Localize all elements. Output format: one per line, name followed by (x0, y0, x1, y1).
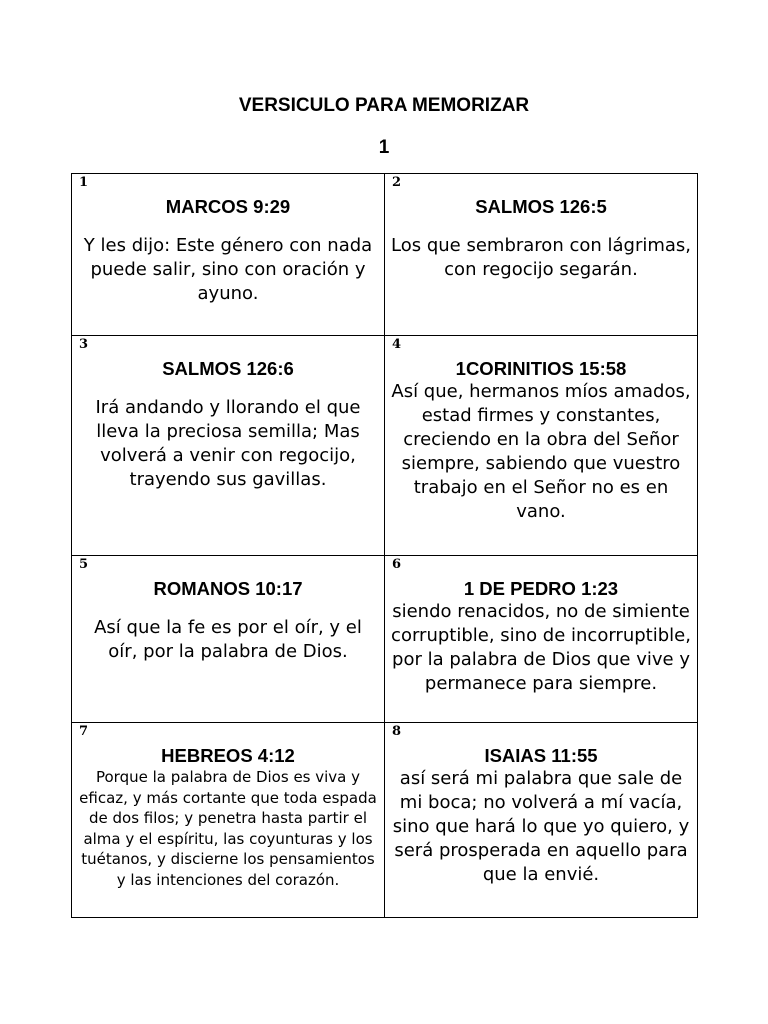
verse-cell (72, 556, 385, 723)
verse-reference: MARCOS 9:29 (165, 196, 291, 217)
verse-reference: 1CORINITIOS 15:58 (455, 358, 627, 379)
cell-number: 2 (392, 175, 402, 190)
verse-text: Los que sembraron con lágrimas, con regocijo segarán. (391, 235, 692, 280)
cell-number: 5 (79, 557, 89, 572)
verse-text: siendo renacidos, no de simiente corruptible, sino de incorruptible, por la palabra de Dios que vive y permanece para siempre. (391, 601, 691, 694)
cell-number: 8 (392, 724, 402, 739)
verse-text: Y les dijo: Este género con nada puede salir, sino con oración y ayuno. (83, 235, 373, 304)
verse-cell (72, 723, 385, 918)
verse-text: Porque la palabra de Dios es viva y eficaz, y más cortante que toda espada de dos filos; y penetra hasta partir el alma y el espíritu, las coyunturas y los tuétanos, y discierne los pensamientos y las intenciones del corazón. (79, 768, 377, 889)
table-row (72, 723, 698, 918)
verse-reference: 1 DE PEDRO 1:23 (463, 578, 619, 599)
verse-reference: SALMOS 126:6 (162, 358, 294, 379)
verse-cell (385, 556, 698, 723)
page-number: 1 (378, 137, 390, 158)
verse-cell (72, 336, 385, 556)
verse-reference: SALMOS 126:5 (475, 196, 607, 217)
verse-table (71, 173, 698, 918)
table-row (72, 336, 698, 556)
verse-reference: ISAIAS 11:55 (484, 745, 598, 766)
verse-text: Así que la fe es por el oír, y el oír, por la palabra de Dios. (94, 617, 362, 662)
verse-cell (72, 174, 385, 336)
verse-text: Irá andando y llorando el que lleva la preciosa semilla; Mas volverá a venir con regocijo, trayendo sus gavillas. (95, 397, 361, 490)
verse-reference: ROMANOS 10:17 (153, 578, 303, 599)
verse-reference: HEBREOS 4:12 (161, 745, 295, 766)
verse-text: así será mi palabra que sale de mi boca; no volverá a mí vacía, sino que hará lo que yo quiero, y será prosperada en aquello para que la envié. (392, 768, 690, 885)
page-title: VERSICULO PARA MEMORIZAR (238, 95, 530, 116)
verse-cell (385, 174, 698, 336)
cell-number: 3 (79, 337, 89, 352)
verse-cell (385, 723, 698, 918)
verse-text: Así que, hermanos míos amados, estad firmes y constantes, creciendo en la obra del Señor siempre, sabiendo que vuestro trabajo en el Señor no es en vano. (391, 381, 691, 522)
cell-number: 7 (79, 724, 89, 739)
cell-number: 4 (392, 337, 402, 352)
verse-cell (385, 336, 698, 556)
table-row (72, 174, 698, 336)
cell-number: 1 (79, 175, 89, 190)
cell-number: 6 (392, 557, 402, 572)
table-row (72, 556, 698, 723)
